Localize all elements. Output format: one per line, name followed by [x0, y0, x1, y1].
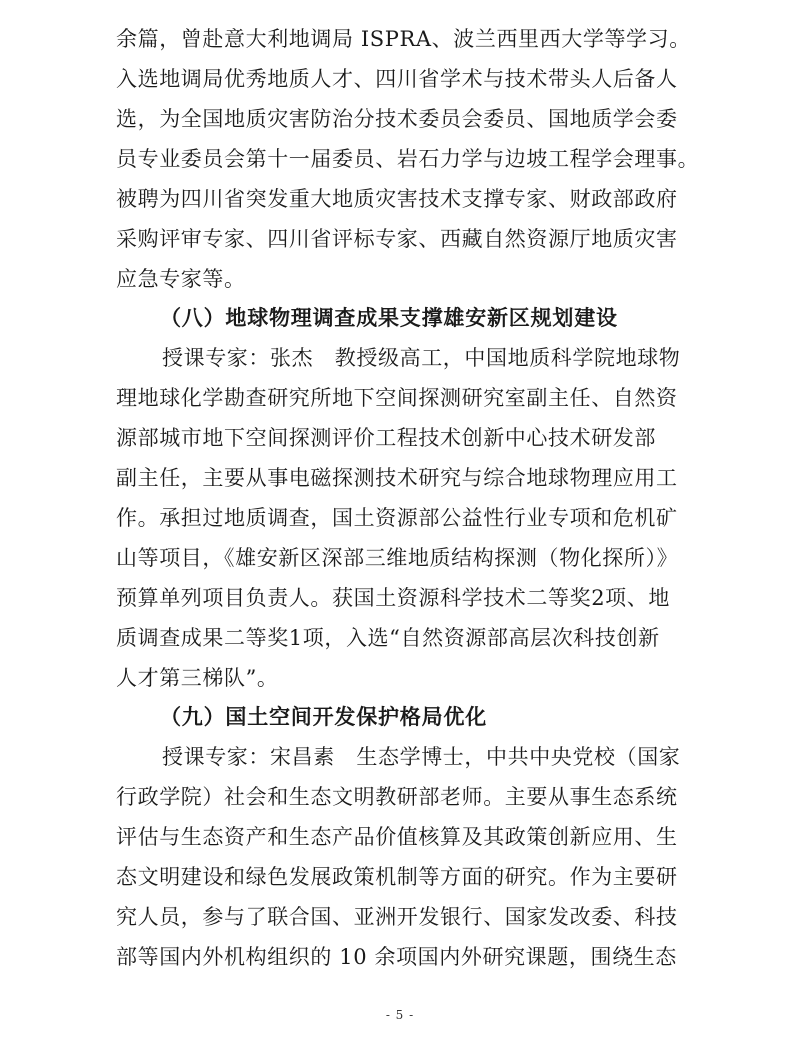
paragraph-line: 究人员，参与了联合国、亚洲开发银行、国家发改委、科技: [116, 905, 678, 929]
paragraph-line: 人才第三梯队”。: [116, 666, 279, 690]
paragraph-line: 入选地调局优秀地质人才、四川省学术与技术带头人后备人: [116, 67, 678, 91]
paragraph-line: 预算单列项目负责人。获国土资源科学技术二等奖2项、地: [116, 586, 670, 610]
paragraph-line: 态文明建设和绿色发展政策机制等方面的研究。作为主要研: [116, 865, 678, 889]
paragraph-line: 被聘为四川省突发重大地质灾害技术支撑专家、财政部政府: [116, 187, 678, 211]
section-heading: （九）国土空间开发保护格局优化: [160, 704, 487, 729]
page-number: - 5 -: [385, 1008, 415, 1022]
paragraph-line: 选，为全国地质灾害防治分技术委员会委员、国地质学会委: [116, 107, 678, 131]
paragraph-line: 质调查成果二等奖1项，入选“自然资源部高层次科技创新: [116, 626, 660, 650]
paragraph-line: 山等项目，《雄安新区深部三维地质结构探测（物化探所）》: [116, 546, 679, 570]
paragraph-line: 采购评审专家、四川省评标专家、西藏自然资源厅地质灾害: [116, 227, 678, 251]
paragraph-line: 评估与生态资产和生态产品价值核算及其政策创新应用、生: [116, 825, 678, 849]
paragraph-line: 行政学院）社会和生态文明教研部老师。主要从事生态系统: [116, 785, 678, 809]
paragraph-line: 员专业委员会第十一届委员、岩石力学与边坡工程学会理事。: [116, 147, 700, 171]
paragraph-line: 授课专家：张杰 教授级高工，中国地质科学院地球物: [162, 346, 681, 370]
paragraph-line: 理地球化学勘查研究所地下空间探测研究室副主任、自然资: [116, 386, 678, 410]
paragraph-line: 应急专家等。: [116, 267, 246, 291]
paragraph-line: 余篇，曾赴意大利地调局 ISPRA、波兰西里西大学等学习。: [116, 27, 691, 51]
paragraph-line: 副主任，主要从事电磁探测技术研究与综合地球物理应用工: [116, 466, 678, 490]
paragraph-line: 作。承担过地质调查，国土资源部公益性行业专项和危机矿: [116, 506, 678, 530]
paragraph-line: 部等国内外机构组织的 10 余项国内外研究课题，围绕生态: [116, 945, 677, 969]
paragraph-line: 授课专家：宋昌素 生态学博士，中共中央党校（国家: [162, 745, 681, 769]
section-heading: （八）地球物理调查成果支撑雄安新区规划建设: [160, 305, 618, 330]
paragraph-line: 源部城市地下空间探测评价工程技术创新中心技术研发部: [116, 426, 656, 450]
